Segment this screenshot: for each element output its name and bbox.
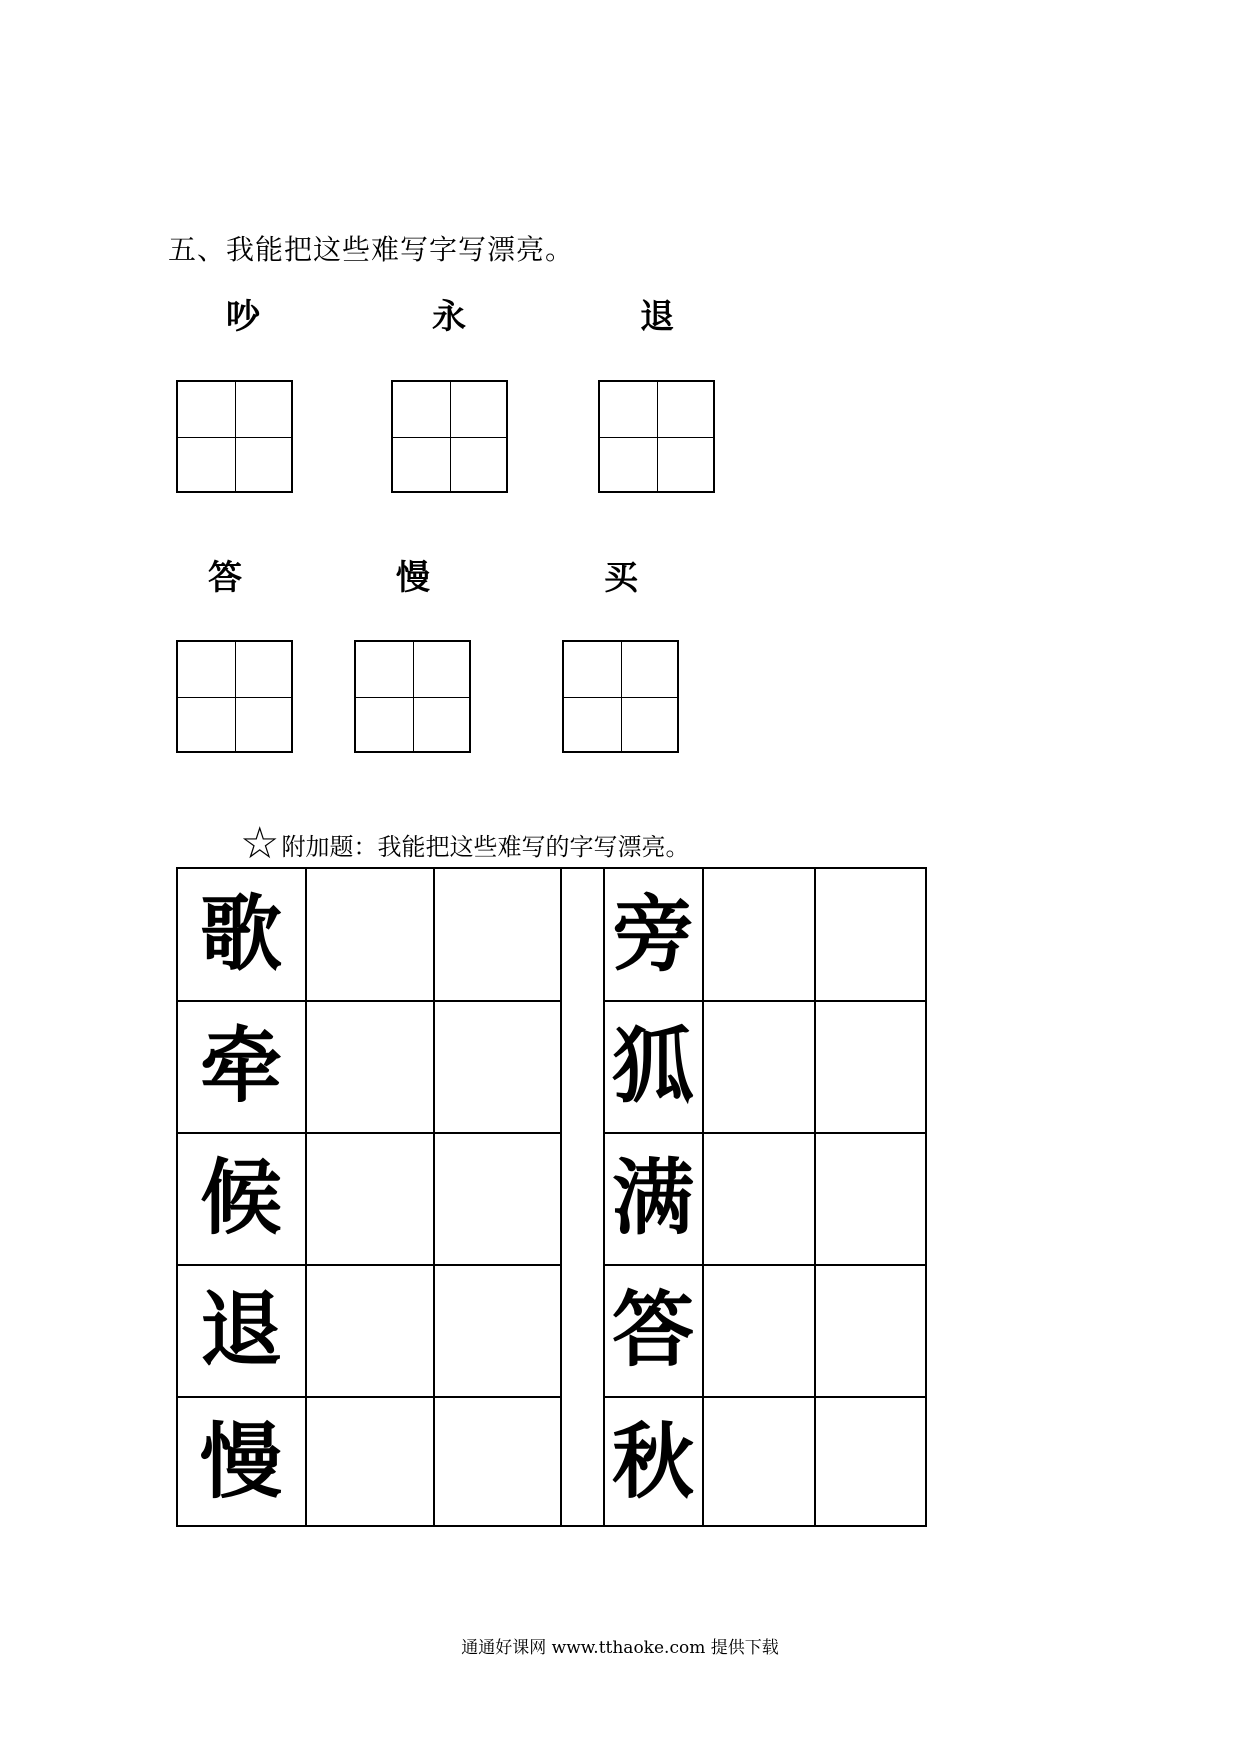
practice-char-5: 慢 <box>396 558 430 598</box>
writing-box[interactable] <box>354 640 471 753</box>
writing-box[interactable] <box>176 640 293 753</box>
bonus-title-text: 附加题：我能把这些难写的字写漂亮。 <box>281 832 690 861</box>
practice-char-3: 退 <box>640 297 674 337</box>
grid-char-right-2: 狐 <box>611 1018 694 1114</box>
writing-box[interactable] <box>598 380 715 493</box>
grid-char-right-3: 满 <box>611 1150 694 1246</box>
grid-char-right-1: 旁 <box>611 886 694 982</box>
practice-grid[interactable] <box>176 867 927 1527</box>
practice-char-1: 吵 <box>226 297 260 337</box>
bonus-title <box>240 818 690 869</box>
practice-char-2: 永 <box>432 297 466 337</box>
writing-box[interactable] <box>391 380 508 493</box>
section-title: 五、我能把这些难写字写漂亮。 <box>168 233 575 266</box>
practice-char-6: 买 <box>604 558 638 598</box>
star-icon: ☆ <box>240 818 280 869</box>
grid-char-left-1: 歌 <box>199 886 282 982</box>
grid-char-left-5: 慢 <box>199 1414 282 1510</box>
grid-char-left-3: 候 <box>199 1150 282 1246</box>
grid-char-left-2: 牵 <box>199 1018 282 1114</box>
practice-char-4: 答 <box>208 558 242 598</box>
footer-text: 通通好课网 www.tthaoke.com 提供下载 <box>461 1638 779 1658</box>
writing-box[interactable] <box>176 380 293 493</box>
grid-char-left-4: 退 <box>199 1282 282 1378</box>
grid-char-right-4: 答 <box>611 1282 694 1378</box>
grid-char-right-5: 秋 <box>611 1414 694 1510</box>
writing-box[interactable] <box>562 640 679 753</box>
